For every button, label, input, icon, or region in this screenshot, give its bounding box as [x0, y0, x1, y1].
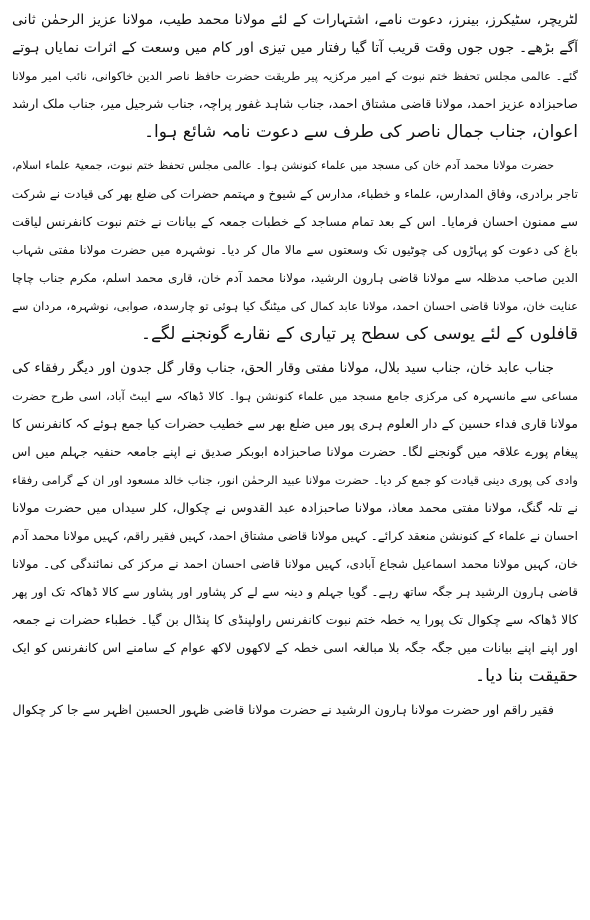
text-line: قافلوں کے لئے یوسی کی سطح پر تیاری کے نقارے گونجنے لگے۔ — [140, 324, 578, 344]
text-line: عنایت خان، مولانا قاضی احسان احمد، مولانا عابد کمال کی میٹنگ کیا ہوئی تو چارسدہ، صوابی، نوشہرہ، مردان سے — [12, 299, 578, 313]
text-line: آگے بڑھے۔ جوں جوں وقت قریب آتا گیا رفتار میں تیزی اور کام میں وسعت کے اثرات نمایاں ہوتے — [12, 40, 578, 56]
paragraph-3 — [12, 354, 578, 690]
text-line: مساعی سے مانسہرہ کی مرکزی جامع مسجد میں علماء کنونشن ہوا۔ کالا ڈھاکہ سے ایبٹ آباد، اسی طرح حضرت — [12, 389, 578, 403]
text-line: کالا ڈھاکہ سے چکوال تک پورا یہ خطہ ختم نبوت کانفرنس راولپنڈی کا پنڈال بن گیا۔ خطباء حضرات نے جمعہ — [12, 612, 578, 627]
text-line: گئے۔ عالمی مجلس تحفظ ختم نبوت کے امیر مرکزیہ پیر طریقت حضرت حافظ ناصر الدین خاکوانی، نائب امیر مولانا — [12, 69, 578, 83]
text-line: نے تلہ گنگ، مولانا مفتی محمد معاذ، مولانا صاحبزادہ عبد القدوس نے چکوال، کلر سیداں میں حضرت مولانا — [12, 500, 578, 515]
text-line: تاجر برادری، وفاق المدارس، علماء و خطباء، مدارس کے شیوخ و مہتمم حضرات کی ضلع بھر کی قیادت نے شرکت — [12, 187, 578, 201]
text-line: وادی کی پوری دینی قیادت کو جمع کر دیا۔ حضرت مولانا عبید الرحمٰن انور، جناب خالد مسعود اور ان کے گرامی رفقاء — [12, 473, 578, 487]
text-line: اور اپنے اپنے بیانات میں جگہ جگہ بلا مبالغہ اسی خطہ کے لاکھوں لاکھ عوام کے سامنے اس کانفرنس کو ایک — [12, 640, 578, 655]
paragraph-1 — [12, 6, 578, 146]
text-line: احسان نے علماء کے کنونشن منعقد کرائے۔ کہیں مولانا قاضی مشتاق احمد، کہیں فقیر راقم، کہیں مولانا محمد آدم — [12, 529, 578, 543]
text-line: جناب عابد خان، جناب سید بلال، مولانا مفتی وقار الحق، جناب وقار گل جدون اور دیگر رفقاء کی — [12, 360, 554, 376]
paragraph-2 — [12, 152, 578, 348]
text-line: سے ممنون احسان فرمایا۔ اس کے بعد تمام مساجد کے خطبات جمعہ کے بیانات نے ختم نبوت کانفرنس لیاقت — [12, 214, 578, 229]
text-line: فقیر راقم اور حضرت مولانا ہارون الرشید نے حضرت مولانا قاضی ظہور الحسین اظہر سے جا کر چکوال — [12, 702, 554, 717]
text-line: مولانا قاری فداء حسین کے دار العلوم ہری پور میں ضلع بھر سے خطیب حضرات کیا جمع ہوئے کہ کانفرنس کا — [12, 416, 578, 431]
text-line: اعوان، جناب جمال ناصر کی طرف سے دعوت نامہ شائع ہوا۔ — [144, 122, 578, 142]
text-line: لٹریچر، سٹیکرز، بینرز، دعوت نامے، اشتہارات کے لئے مولانا محمد طیب، مولانا عزیز الرحمٰن ثانی — [12, 12, 578, 28]
text-line: الدین صاحب مدظلہ سے مولانا قاضی ہارون الرشید، مولانا محمد آدم خان، قاری محمد اسلم، مکرم جناب چاچا — [12, 271, 578, 285]
text-line: خان، کہیں مولانا محمد اسماعیل شجاع آبادی، کہیں مولانا قاضی احسان احمد نے مرکز کی نمائندگی کی۔ مولانا — [12, 557, 578, 571]
text-line: حضرت مولانا محمد آدم خان کی مسجد میں علماء کنونشن ہوا۔ عالمی مجلس تحفظ ختم نبوت، جمعیۃ علماء اسلام، — [12, 159, 554, 172]
paragraph-4 — [12, 696, 578, 724]
text-line: قاضی ہارون الرشید ہر جگہ ساتھ رہے۔ گویا جہلم و دینہ سے لے کر پشاور اور پشاور سے کالا ڈھاکہ تک اور پھر — [12, 585, 578, 599]
text-line: باغ کی دعوت کو پہاڑوں کی چوٹیوں تک وسعتوں سے مالا مال کر دیا۔ نوشہرہ میں حضرت مولانا مفتی شہاب — [12, 243, 578, 257]
text-line: پیغام پورے علاقہ میں گونجنے لگا۔ حضرت مولانا صاحبزادہ ابوبکر صدیق نے اپنے جامعہ حنفیہ جہلم میں اس — [12, 444, 578, 459]
text-line: صاحبزادہ عزیز احمد، مولانا قاضی مشتاق احمد، جناب شاہد غفور پراچہ، جناب شرجیل میر، جناب ملک ارشد — [12, 96, 578, 111]
text-line: حقیقت بنا دیا۔ — [475, 666, 578, 686]
